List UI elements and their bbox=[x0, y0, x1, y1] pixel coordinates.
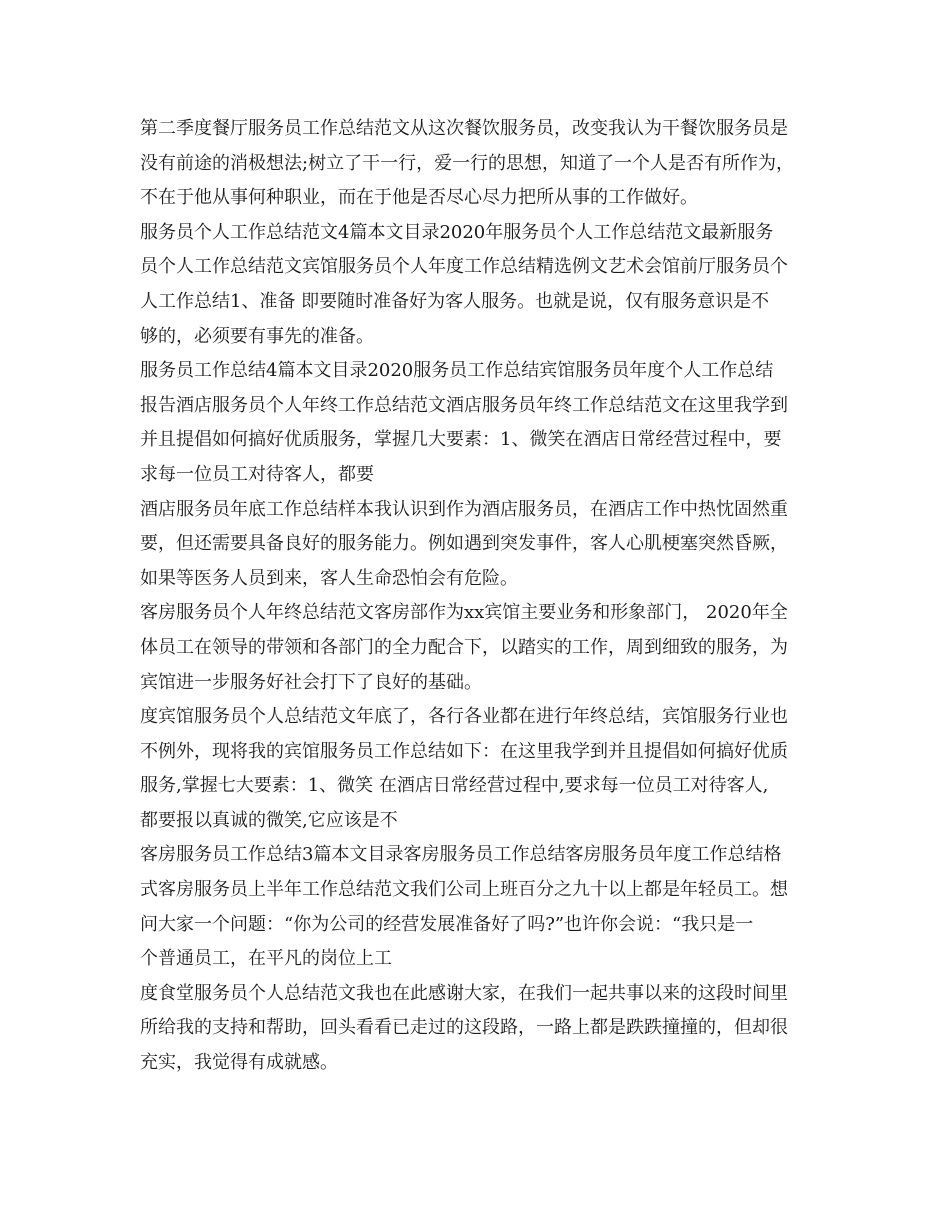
text-line: 第二季度餐厅服务员工作总结范文从这次餐饮服务员，改变我认为干餐饮服务员是 bbox=[140, 118, 788, 139]
text-line: 如果等医务人员到来，客人生命恐怕会有危险。 bbox=[140, 567, 518, 589]
text-line: 报告酒店服务员个人年终工作总结范文酒店服务员年终工作总结范文在这里我学到 bbox=[140, 394, 788, 416]
text-line: 度宾馆服务员个人总结范文年底了，各行各业都在进行年终总结，宾馆服务行业也 bbox=[140, 706, 788, 728]
text-line: 并且提倡如何搞好优质服务，掌握几大要素：1、微笑在酒店日常经营过程中，要 bbox=[140, 429, 782, 451]
text-line: 度食堂服务员个人总结范文我也在此感谢大家，在我们一起共事以来的这段时间里 bbox=[140, 982, 788, 1004]
paragraph bbox=[140, 493, 830, 597]
text-line: 服务员个人工作总结范文4篇本文目录2020年服务员个人工作总结范文最新服务 bbox=[140, 221, 774, 243]
text-line: 服务员工作总结4篇本文目录2020服务员工作总结宾馆服务员年度个人工作总结 bbox=[140, 360, 774, 382]
text-line: 式客房服务员上半年工作总结范文我们公司上班百分之九十以上都是年轻员工。想 bbox=[140, 879, 788, 901]
paragraph bbox=[140, 216, 830, 354]
text-line: 没有前途的消极想法;树立了干一行，爱一行的思想，知道了一个人是否有所作为， bbox=[140, 152, 795, 174]
text-line: 个普通员工，在平凡的岗位上工 bbox=[140, 948, 392, 970]
paragraph bbox=[140, 112, 830, 216]
text-line: 宾馆进一步服务好社会打下了良好的基础。 bbox=[140, 671, 482, 693]
text-line: 问大家一个问题：“你为公司的经营发展准备好了吗?”也许你会说：“我只是一 bbox=[140, 913, 754, 935]
document-body bbox=[140, 112, 830, 1081]
text-line: 员个人工作总结范文宾馆服务员个人年度工作总结精选例文艺术会馆前厅服务员个 bbox=[140, 256, 788, 278]
text-line: 不例外，现将我的宾馆服务员工作总结如下：在这里我学到并且提倡如何搞好优质 bbox=[140, 740, 788, 762]
text-line: 不在于他从事何种职业，而在于他是否尽心尽力把所从事的工作做好。 bbox=[140, 187, 698, 209]
paragraph bbox=[140, 838, 830, 976]
text-line: 酒店服务员年底工作总结样本我认识到作为酒店服务员，在酒店工作中热忱固然重 bbox=[140, 498, 788, 520]
text-line: 体员工在领导的带领和各部门的全力配合下，以踏实的工作，周到细致的服务，为 bbox=[140, 636, 788, 658]
text-line: 服务,掌握七大要素：1、微笑 在酒店日常经营过程中,要求每一位员工对待客人, bbox=[140, 775, 769, 797]
text-line: 人工作总结1、准备 即要随时准备好为客人服务。也就是说，仅有服务意识是不 bbox=[140, 290, 770, 312]
paragraph bbox=[140, 596, 830, 700]
paragraph bbox=[140, 700, 830, 838]
text-line: 客房服务员个人年终总结范文客房部作为xx宾馆主要业务和形象部门， 2020年全 bbox=[140, 602, 788, 624]
paragraph bbox=[140, 354, 830, 492]
text-line: 充实，我觉得有成就感。 bbox=[140, 1052, 338, 1074]
text-line: 求每一位员工对待客人，都要 bbox=[140, 463, 374, 485]
text-line: 够的，必须要有事先的准备。 bbox=[140, 325, 374, 347]
text-line: 要，但还需要具备良好的服务能力。例如遇到突发事件，客人心肌梗塞突然昏厥， bbox=[140, 533, 788, 555]
paragraph bbox=[140, 977, 830, 1081]
text-line: 都要报以真诚的微笑,它应该是不 bbox=[140, 809, 398, 831]
text-line: 客房服务员工作总结3篇本文目录客房服务员工作总结客房服务员年度工作总结格 bbox=[140, 844, 782, 866]
text-line: 所给我的支持和帮助，回头看看已走过的这段路，一路上都是跌跌撞撞的，但却很 bbox=[140, 1017, 788, 1039]
